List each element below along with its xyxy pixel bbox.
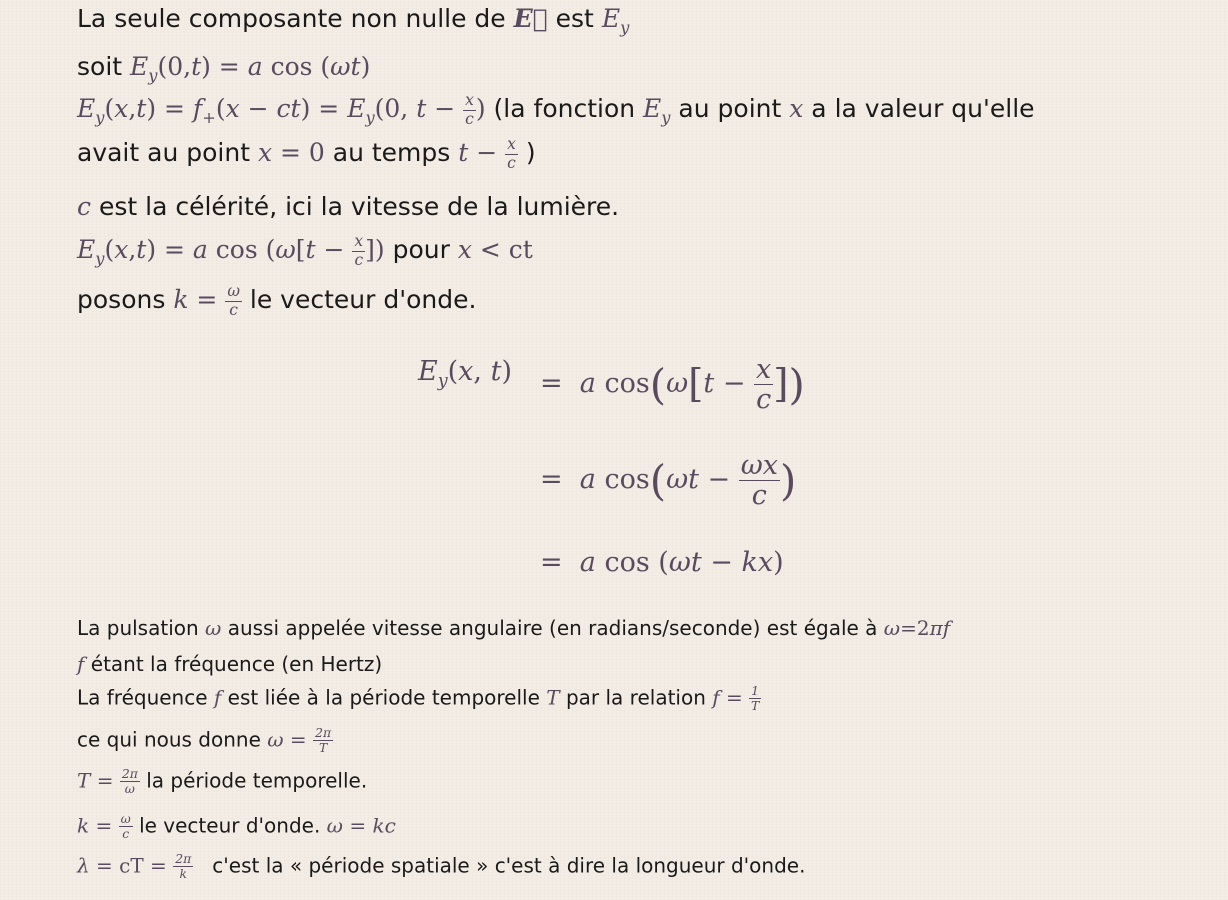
text: soit bbox=[77, 52, 131, 81]
text: posons bbox=[77, 285, 174, 314]
line-1: La seule composante non nulle de E⃗ est $E_y$ bbox=[77, 4, 630, 37]
text: pour bbox=[384, 235, 458, 264]
line-5: c est la célérité, ici la vitesse de la lumière. bbox=[77, 192, 620, 221]
note-2: f étant la fréquence (en Hertz) bbox=[77, 652, 383, 676]
line-6: $E_y(x,t) = a$ cos (ω[t − $\frac{x}{c}$ ]) pour x < ct bbox=[77, 232, 533, 269]
text: aussi appelée vitesse angulaire (en radians/seconde) est égale à bbox=[221, 616, 884, 640]
line-2: soit $E_y(0,t) = a$ cos (ωt) bbox=[77, 52, 371, 85]
text: est bbox=[547, 4, 602, 33]
display-eq-3: = a cos (ωt − kx) bbox=[540, 547, 784, 578]
line-7: posons k = $\frac{\omega}{c}$ le vecteur d'onde. bbox=[77, 282, 477, 319]
text: c'est la « période spatiale » c'est à dire la longueur d'onde. bbox=[212, 853, 806, 878]
display-eq-1-rhs: = a cos(ω[t − $\frac{x}{c}$ ]) bbox=[540, 354, 805, 415]
text: la période temporelle. bbox=[139, 768, 368, 793]
text: (la fonction bbox=[485, 94, 644, 123]
text: étant la fréquence (en Hertz) bbox=[84, 652, 383, 676]
display-eq-1: $E_y(x$, t) bbox=[418, 356, 512, 392]
text: par la relation bbox=[559, 685, 713, 710]
text: le vecteur d'onde. bbox=[132, 813, 327, 838]
text: avait au point bbox=[77, 138, 258, 167]
text: a la valeur qu'elle bbox=[803, 94, 1035, 123]
note-5: T = $\frac{2\pi}{\omega}$ la période temporelle. bbox=[77, 766, 368, 797]
note-3: La fréquence f est liée à la période temporelle T par la relation f = $\frac{1}{T}$ bbox=[77, 683, 760, 714]
note-7: λ = cT = $\frac{2\pi}{k}$ c'est la « période spatiale » c'est à dire la longueur d'onde. bbox=[77, 851, 806, 882]
text: La pulsation bbox=[77, 616, 206, 640]
display-eq-2: = a cos(ωt − $\frac{\omega x}{c}$ ) bbox=[540, 450, 797, 511]
text: est la célérité, ici la vitesse de la lumière. bbox=[91, 192, 620, 221]
text: ce qui nous donne bbox=[77, 727, 268, 752]
line-4: avait au point x = 0 au temps t − $\frac{x}{c}$ ) bbox=[77, 135, 536, 172]
note-6: k = $\frac{\omega}{c}$ le vecteur d'onde. ω = kc bbox=[77, 811, 396, 842]
note-1: La pulsation ω aussi appelée vitesse angulaire (en radians/seconde) est égale à ω=2πf bbox=[77, 616, 951, 640]
text: La seule composante non nulle de bbox=[77, 4, 514, 33]
text: au temps bbox=[324, 138, 459, 167]
text: La fréquence bbox=[77, 685, 214, 710]
text: le vecteur d'onde. bbox=[241, 285, 477, 314]
text: est liée à la période temporelle bbox=[221, 685, 547, 710]
text: au point bbox=[670, 94, 790, 123]
note-4: ce qui nous donne ω = $\frac{2\pi}{T}$ bbox=[77, 725, 332, 756]
line-3: $E_y(x,t) = f_+(x - ct) = E_y(0$, t − $\frac{x}{c}$ ) (la fonction $E_y$ au point x a la valeur qu'elle bbox=[77, 91, 1035, 128]
